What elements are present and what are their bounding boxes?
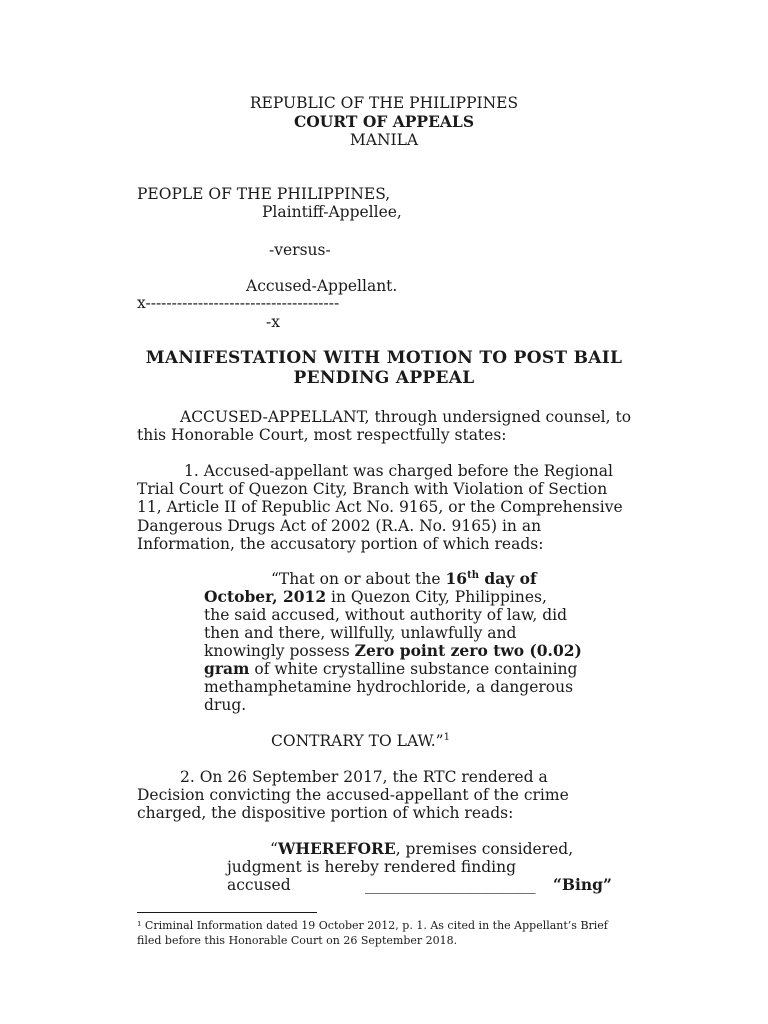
para1-line: Dangerous Drugs Act of 2002 (R.A. No. 9165) in an xyxy=(137,517,542,535)
quote1-bold-text: day of xyxy=(478,569,537,588)
quote1-line5 xyxy=(204,642,582,660)
footnote-separator xyxy=(137,912,317,913)
document-title-line1: MANIFESTATION WITH MOTION TO POST BAIL xyxy=(145,348,623,368)
quote1-line2 xyxy=(204,588,547,606)
header-court: COURT OF APPEALS xyxy=(293,112,475,131)
footnote-line2: filed before this Honorable Court on 26 September 2018. xyxy=(137,934,458,947)
document-title-line2: PENDING APPEAL xyxy=(293,368,475,388)
para1-line: 1. Accused-appellant was charged before the Regional xyxy=(184,462,613,480)
quote1-text: “That on or about the xyxy=(271,570,446,588)
quote1-line3: the said accused, without authority of law, did xyxy=(204,606,568,624)
footnote-line1: ¹ Criminal Information dated 19 October 2012, p. 1. As cited in the Appellant’s Brief xyxy=(137,919,608,932)
header-republic: REPUBLIC OF THE PHILIPPINES xyxy=(249,94,519,112)
quote1-date: October, 2012 xyxy=(204,587,327,606)
quote1-text: knowingly possess xyxy=(204,642,355,660)
caption-divider-end: -x xyxy=(266,313,280,331)
quote2-alias: “Bing” xyxy=(553,875,612,894)
quote1-date-day: 16 xyxy=(445,569,468,588)
quote1-line8: drug. xyxy=(204,696,247,714)
quote2-open-quote: “ xyxy=(270,840,278,858)
para1-line: Trial Court of Quezon City, Branch with Violation of Section xyxy=(137,480,608,498)
versus-label: -versus- xyxy=(269,241,331,259)
footnote-ref: 1 xyxy=(443,731,450,743)
quote1-text: of white crystalline substance containing xyxy=(249,660,578,678)
contrary-to-law xyxy=(271,732,450,750)
quote2-text: , premises considered, xyxy=(395,840,574,858)
quote1-line7: methamphetamine hydrochloride, a dangerous xyxy=(204,678,574,696)
plaintiff-role: Plaintiff-Appellee, xyxy=(262,203,402,221)
contrary-text: CONTRARY TO LAW.” xyxy=(271,732,444,750)
quote1-quantity: Zero point zero two (0.02) xyxy=(354,641,582,660)
para2-line: Decision convicting the accused-appellant of the crime xyxy=(137,786,569,804)
quote2-text: accused xyxy=(227,876,291,894)
plaintiff-name: PEOPLE OF THE PHILIPPINES, xyxy=(137,185,391,203)
quote2-line1 xyxy=(270,840,573,858)
caption-divider-start: x------------------------------------- xyxy=(137,294,340,312)
quote2-blank: ______________________ xyxy=(365,876,536,894)
quote2-line3 xyxy=(227,876,291,894)
quote1-line1 xyxy=(271,570,537,588)
quote1-line4: then and there, willfully, unlawfully and xyxy=(204,624,517,642)
accused-role: Accused-Appellant. xyxy=(246,277,398,295)
quote1-ordinal: th xyxy=(467,569,479,581)
para1-line: Information, the accusatory portion of which reads: xyxy=(137,535,544,553)
para1-line: 11, Article II of Republic Act No. 9165, or the Comprehensive xyxy=(137,498,623,516)
quote1-line6 xyxy=(204,660,577,678)
intro-line1: ACCUSED-APPELLANT, through undersigned counsel, to xyxy=(180,408,632,426)
intro-line2: this Honorable Court, most respectfully states: xyxy=(137,426,507,444)
header-city: MANILA xyxy=(349,131,419,149)
para2-line: 2. On 26 September 2017, the RTC rendered a xyxy=(180,768,548,786)
quote1-unit: gram xyxy=(204,659,250,678)
quote2-line2: judgment is hereby rendered finding xyxy=(227,858,517,876)
quote2-wherefore: WHEREFORE xyxy=(277,839,396,858)
quote1-text: in Quezon City, Philippines, xyxy=(326,588,547,606)
para2-line: charged, the dispositive portion of which reads: xyxy=(137,804,514,822)
